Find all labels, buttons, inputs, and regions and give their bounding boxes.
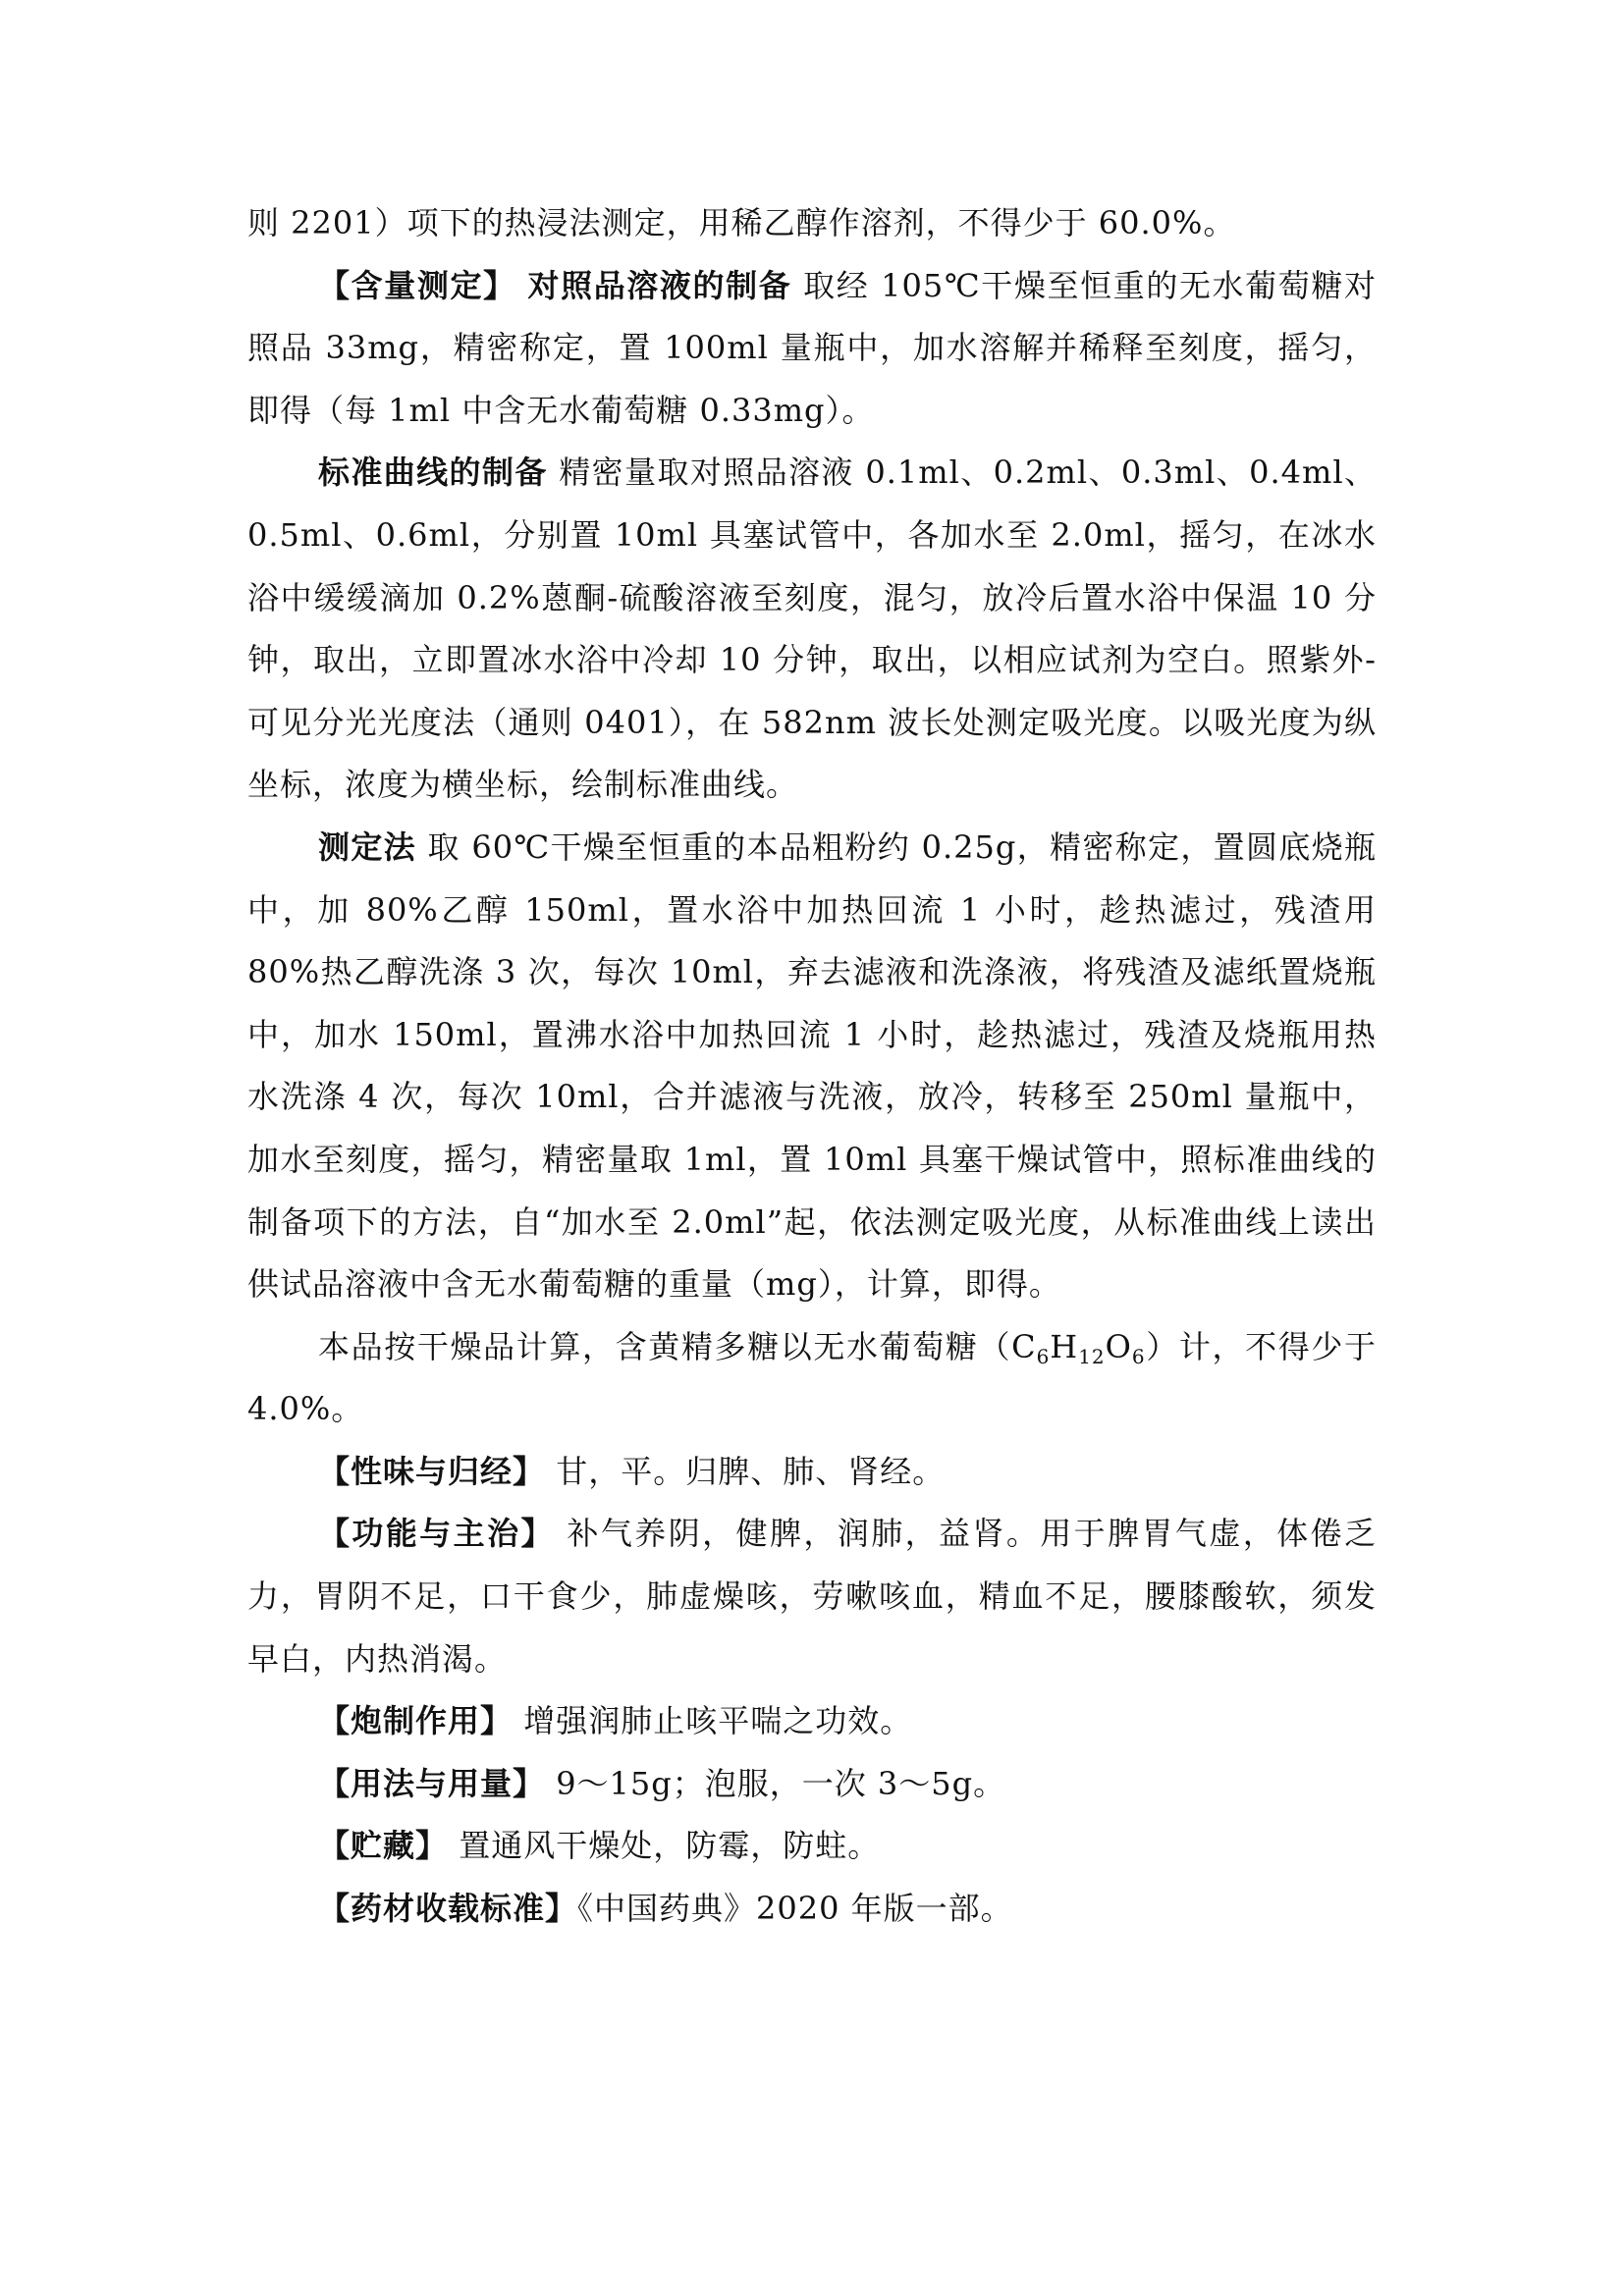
paragraph-assay-method (247, 817, 1377, 1316)
paragraph-extract-tail (247, 192, 1377, 255)
formula-sub-h: 12 (1078, 1344, 1106, 1368)
formula-sub-o: 6 (1131, 1344, 1146, 1368)
formula-sub-c: 6 (1036, 1344, 1051, 1368)
formula-h: H (1050, 1327, 1079, 1365)
standard-curve-subheading: 标准曲线的制备 (318, 454, 548, 492)
processing-effect-heading: 【炮制作用】 (318, 1702, 514, 1740)
assay-method-text: 取 60℃干燥至恒重的本品粗粉约 0.25g，精密称定，置圆底烧瓶中，加 80%乙醇 150ml，置水浴中加热回流 1 小时，趁热滤过，残渣用 80%热乙醇洗涤 3 次，每次 10ml，弃去滤液和洗涤液，将残渣及滤纸置烧瓶中，加水 150ml，置沸水浴中加热回流 1 小时，趁热滤过，残渣及烧瓶用热水洗涤 4 次，每次 10ml，合并滤液与洗液，放冷，转移至 250ml 量瓶中，加水至刻度，摇匀，精密量取 1ml，置 10ml 具塞干燥试管中，照标准曲线的制备项下的方法，自“加水至 2.0ml”起，依法测定吸光度，从标准曲线上读出供试品溶液中含无水葡萄糖的重量（mg），计算，即得。 (247, 828, 1377, 1304)
paragraph-standard-curve (247, 442, 1377, 817)
reference-solution-text: 取经 105℃干燥至恒重的无水葡萄糖对照品 33mg，精密称定，置 100ml 量瓶中，加水溶解并稀释至刻度，摇匀，即得（每 1ml 中含无水葡萄糖 0.33mg）。 (247, 266, 1378, 429)
material-standard-heading: 【药材收载标准】 (318, 1890, 578, 1928)
paragraph-calculation (247, 1316, 1377, 1441)
calculation-text-a: 本品按干燥品计算，含黄精多糖以无水葡萄糖（C (318, 1327, 1037, 1365)
material-standard-text: 《中国药典》2020 年版一部。 (577, 1890, 1013, 1928)
section-taste-meridian (247, 1441, 1377, 1504)
reference-solution-subheading: 对照品溶液的制备 (527, 266, 792, 304)
taste-meridian-text: 甘，平。归脾、肺、肾经。 (556, 1452, 946, 1490)
assay-method-subheading: 测定法 (318, 828, 416, 866)
section-usage-dosage (247, 1753, 1377, 1816)
section-material-standard (247, 1878, 1377, 1941)
section-processing-effect (247, 1690, 1377, 1753)
section-function-indication (247, 1503, 1377, 1690)
formula-o: O (1105, 1327, 1132, 1365)
storage-text: 置通风干燥处，防霉，防蛀。 (459, 1827, 881, 1865)
standard-curve-text: 精密量取对照品溶液 0.1ml、0.2ml、0.3ml、0.4ml、0.5ml、0.6ml，分别置 10ml 具塞试管中，各加水至 2.0ml，摇匀，在冰水浴中缓缓滴加 0.2%蒽酮-硫酸溶液至刻度，混匀，放冷后置水浴中保温 10 分钟，取出，立即置冰水浴中冷却 10 分钟，取出，以相应试剂为空白。照紫外-可见分光光度法（通则 0401），在 582nm 波长处测定吸光度。以吸光度为纵坐标，浓度为横坐标，绘制标准曲线。 (247, 454, 1377, 804)
function-indication-text: 补气养阴，健脾，润肺，益肾。用于脾胃气虚，体倦乏力，胃阴不足，口干食少，肺虚燥咳，劳嗽咳血，精血不足，腰膝酸软，须发早白，内热消渴。 (247, 1515, 1377, 1678)
extract-tail-text: 则 2201）项下的热浸法测定，用稀乙醇作溶剂，不得少于 60.0%。 (247, 204, 1236, 241)
processing-effect-text: 增强润肺止咳平喘之功效。 (523, 1702, 913, 1740)
content-determination-heading: 【含量测定】 (318, 266, 516, 304)
function-indication-heading: 【功能与主治】 (318, 1515, 555, 1553)
section-content-determination (247, 255, 1377, 443)
section-storage (247, 1815, 1377, 1878)
calculation-text-b: ）计，不得少于 4.0%。 (247, 1327, 1377, 1428)
usage-dosage-heading: 【用法与用量】 (318, 1764, 546, 1802)
document-page (247, 192, 1377, 1941)
usage-dosage-text: 9～15g；泡服，一次 3～5g。 (556, 1764, 1006, 1802)
storage-heading: 【贮藏】 (318, 1827, 449, 1865)
taste-meridian-heading: 【性味与归经】 (318, 1452, 546, 1490)
